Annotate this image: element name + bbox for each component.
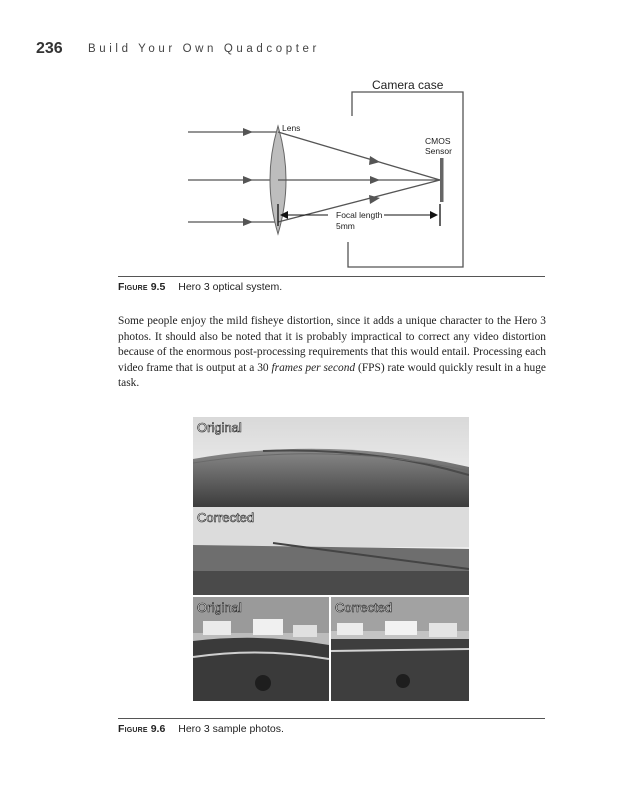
- page-number: 236: [36, 40, 63, 57]
- paragraph-text-end: (FPS) rate would quickly result in a huge task.: [118, 361, 546, 390]
- photo-original-panorama: [193, 417, 469, 507]
- emphasis-text: frames per second: [271, 361, 356, 374]
- photo-label-corrected: Corrected: [197, 510, 255, 525]
- cmos-sensor: [440, 158, 444, 202]
- figure-caption: [118, 281, 282, 293]
- figure-caption-2: [118, 723, 284, 735]
- camera-case-label: Camera case: [372, 78, 444, 92]
- sensor-label-line1: CMOS: [425, 136, 451, 146]
- caption-text: Hero 3 optical system.: [178, 281, 283, 293]
- body-paragraph: [118, 314, 546, 392]
- focal-length-value: 5mm: [336, 221, 355, 231]
- figure-number-2: 9.6: [150, 723, 166, 735]
- photo-corrected-panorama: [193, 507, 469, 595]
- figure-number: 9.5: [150, 281, 166, 293]
- caption-text-2: Hero 3 sample photos.: [178, 723, 284, 735]
- optical-system-diagram: [178, 74, 478, 274]
- photo-label-original: Original: [197, 420, 242, 435]
- sensor-label-line2: Sensor: [425, 146, 452, 156]
- photo-label-corrected-2: Corrected: [335, 600, 393, 615]
- figure-rule: [118, 276, 545, 277]
- focal-length-label: Focal length: [336, 210, 383, 220]
- figure-label-2: Figure: [118, 723, 148, 735]
- photo-label-original-2: Original: [197, 600, 242, 615]
- paragraph-text: Some people enjoy the mild fisheye distortion, since it adds a unique character to the Hero 3 photos. It should also be noted that it is probably impractical to correct any video distortion because of the enormous post-processing requirements that this would entail. Processing each video frame that is output at a 30: [118, 315, 546, 374]
- figure-rule-2: [118, 718, 545, 719]
- lens-label: Lens: [282, 123, 301, 133]
- photo-original-yard: [193, 597, 329, 701]
- figure-label: Figure: [118, 281, 148, 293]
- photo-corrected-yard: [331, 597, 469, 701]
- running-title: Build Your Own Quadcopter: [88, 43, 320, 55]
